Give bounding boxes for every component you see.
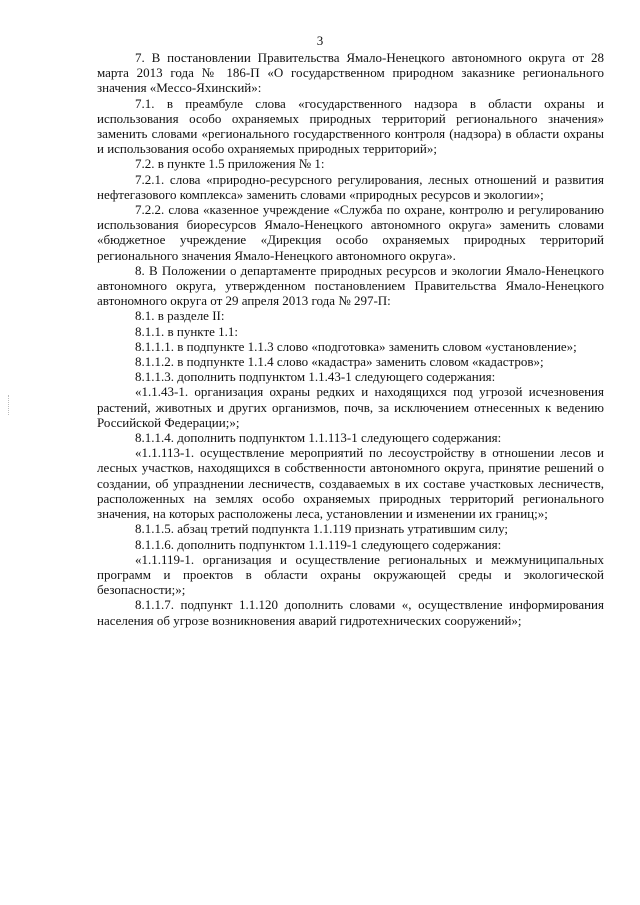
paragraph: «1.1.119-1. организация и осуществление региональных и межмуниципальных программ и проектов в области охраны окружающей среды и экологической безопасности;»; bbox=[97, 551, 604, 598]
paragraph: 8. В Положении о департаменте природных ресурсов и экологии Ямало-Ненецкого автономного округа, утвержденном постановлением Правительства Ямало-Ненецкого автономного округа от 29 апреля 2013 года № 297-П: bbox=[97, 262, 604, 309]
paragraph: 8.1.1.2. в подпункте 1.1.4 слово «кадастра» заменить словом «кадастров»; bbox=[135, 354, 544, 370]
paragraph: «1.1.43-1. организация охраны редких и находящихся под угрозой исчезновения растений, животных и других организмов, почв, за исключением отнесенных к ведению Российской Федерации;»; bbox=[97, 384, 604, 430]
paragraph: 8.1.1.4. дополнить подпунктом 1.1.113-1 следующего содержания: bbox=[135, 430, 502, 446]
paragraph: 8.1.1.3. дополнить подпунктом 1.1.43-1 следующего содержания: bbox=[135, 369, 496, 385]
paragraph: 7.2.1. слова «природно-ресурсного регулирования, лесных отношений и развития нефтегазового комплекса» заменить словами «природных ресурсов и экологии»; bbox=[97, 171, 604, 202]
scan-margin-mark bbox=[8, 395, 11, 415]
paragraph: 7. В постановлении Правительства Ямало-Ненецкого автономного округа от 28 марта 2013 года № 186-П «О государственном природном заказнике регионального значения «Мессо-Яхинский»: bbox=[97, 50, 604, 96]
paragraph: 8.1.1.6. дополнить подпунктом 1.1.119-1 следующего содержания: bbox=[135, 536, 502, 552]
paragraph: 7.2.2. слова «казенное учреждение «Служба по охране, контролю и регулированию использования биоресурсов Ямало-Ненецкого автономного округа» заменить словами «бюджетное учреждение «Дирекция особо охраняемых природных территорий регионального значения Ямало-Ненецкого автономного округа». bbox=[97, 202, 604, 263]
paragraph: «1.1.113-1. осуществление мероприятий по лесоустройству в отношении лесов и лесных участков, находящихся в собственности автономного округа, принятие решений о создании, об упразднении лесничеств, создаваемых в их составе участковых лесничеств, расположенных на землях особо охраняемых природных территорий регионального значения, на которых расположены леса, установлении и изменении их границ;»; bbox=[97, 445, 604, 522]
document-body bbox=[97, 50, 604, 628]
paragraph: 8.1.1. в пункте 1.1: bbox=[135, 323, 239, 339]
paragraph: 7.1. в преамбуле слова «государственного надзора в области охраны и использования особо охраняемых природных территорий регионального значения» заменить словами «регионального государственного контроля (надзора) в области охраны и использования особо охраняемых природных территорий»; bbox=[97, 95, 604, 157]
paragraph: 8.1.1.5. абзац третий подпункта 1.1.119 признать утратившим силу; bbox=[135, 521, 509, 537]
page-number: 3 bbox=[316, 33, 324, 48]
paragraph: 7.2. в пункте 1.5 приложения № 1: bbox=[135, 156, 325, 172]
paragraph: 8.1.1.1. в подпункте 1.1.3 слово «подготовка» заменить словом «установление»; bbox=[135, 338, 577, 354]
paragraph: 8.1. в разделе II: bbox=[135, 308, 225, 324]
paragraph: 8.1.1.7. подпункт 1.1.120 дополнить словами «, осуществление информирования населения об угрозе возникновения аварий гидротехнических сооружений»; bbox=[97, 597, 604, 628]
